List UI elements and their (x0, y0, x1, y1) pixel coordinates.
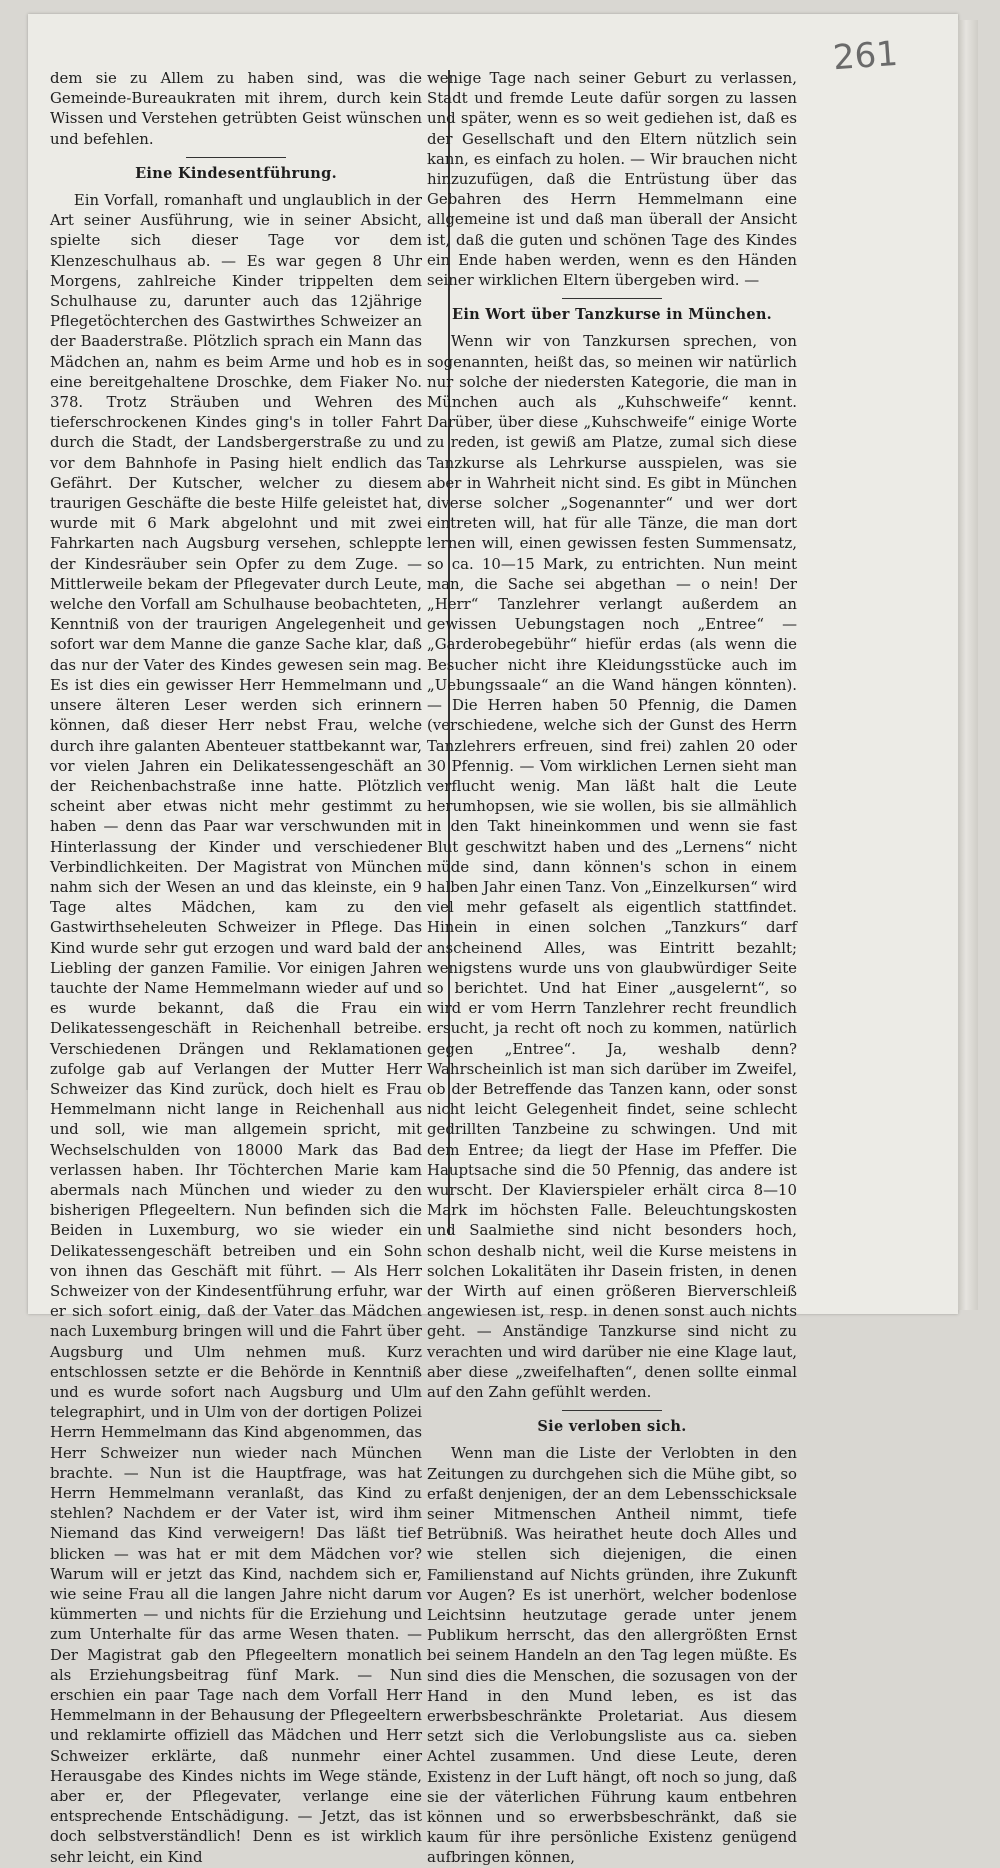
page-number: 261 (831, 33, 900, 79)
article-body: Wenn man die Liste der Verlobten in den Zeitungen zu durchgehen sich die Mühe gibt, so erfaßt denjenigen, der an dem Lebensschicksale seiner Mitmenschen Antheil nimmt, tiefe Betrübniß. Was heirathet heute doch Alles und wie stellen sich diejenigen, die einen Familienstand auf Nichts gründen, ihre Zukunft vor Augen? Es ist unerhört, welcher bodenlose Leichtsinn heutzutage gerade unter jenem Publikum herrscht, das den allergrößten Ernst bei seinem Handeln an den Tag legen müßte. Es sind dies die Menschen, die sozusagen von der Hand in den Mund leben, es ist das erwerbsbeschränkte Proletariat. Aus diesem setzt sich die Verlobungsliste aus ca. sieben Achtel zusammen. Und diese Leute, deren Existenz in der Luft hängt, oft noch so jung, daß sie der väterlichen Führung kaum entbehren können und so erwerbsbeschränkt, daß sie kaum für ihre persönliche Existenz genügend aufbringen können, (427, 1444, 797, 1867)
right-column (427, 68, 797, 1867)
article-body: Ein Vorfall, romanhaft und unglaublich in der Art seiner Ausführung, wie in seiner Absicht, spielte sich dieser Tage vor dem Klenzeschulhaus ab. — Es war gegen 8 Uhr Morgens, zahlreiche Kinder trippelten dem Schulhause zu, darunter auch das 12jährige Pflegetöchterchen des Gastwirthes Schweizer an der Baaderstraße. Plötzlich sprach ein Mann das Mädchen an, nahm es beim Arme und hob es in eine bereitgehaltene Droschke, dem Fiaker No. 378. Trotz Sträuben und Wehren des tieferschrockenen Kindes ging's in toller Fahrt durch die Stadt, der Landsbergerstraße zu und vor dem Bahnhofe in Pasing hielt endlich das Gefährt. Der Kutscher, welcher zu diesem traurigen Geschäfte die beste Hilfe geleistet hat, wurde mit 6 Mark abgelohnt und mit zwei Fahrkarten nach Augsburg versehen, schleppte der Kindesräuber sein Opfer zu dem Zuge. — Mittlerweile bekam der Pflegevater durch Leute, welche den Vorfall am Schulhause beobachteten, Kenntniß von der traurigen Angelegenheit und sofort war dem Manne die ganze Sache klar, daß das nur der Vater des Kindes gewesen sein mag. Es ist dies ein gewisser Herr Hemmelmann und unsere älteren Leser werden sich erinnern können, daß dieser Herr nebst Frau, welche durch ihre galanten Abenteuer stattbekannt war, vor vielen Jahren ein Delikatessengeschäft an der Reichenbachstraße inne hatte. Plötzlich scheint aber etwas nicht mehr gestimmt zu haben — denn das Paar war verschwunden mit Hinterlassung der Kinder und verschiedener Verbindlichkeiten. Der Magistrat von München nahm sich der Wesen an und das kleinste, ein 9 Tage altes Mädchen, kam zu den Gastwirthseheleuten Schweizer in Pflege. Das Kind wurde sehr gut erzogen und ward bald der Liebling der ganzen Familie. Vor einigen Jahren tauchte der Name Hemmelmann wieder auf und es wurde bekannt, daß die Frau ein Delikatessengeschäft in Reichenhall betreibe. Verschiedenen Drängen und Reklamationen zufolge gab auf Verlangen der Mutter Herr Schweizer das Kind zurück, doch hielt es Frau Hemmelmann nicht lange in Reichenhall aus und soll, wie man allgemein spricht, mit Wechselschulden von 18000 Mark das Bad verlassen haben. Ihr Töchterchen Marie kam abermals nach München und wieder zu den bisherigen Pflegeeltern. Nun befinden sich die Beiden in Luxemburg, wo sie wieder ein Delikatessengeschäft betreiben und ein Sohn von ihnen das Geschäft mit führt. — Als Herr Schweizer von der Kindesentführung erfuhr, war er sich sofort einig, daß der Vater das Mädchen nach Luxemburg bringen will und die Fahrt über Augsburg und Ulm nehmen muß. Kurz entschlossen setzte er die Behörde in Kenntniß und es wurde sofort nach Augsburg und Ulm telegraphirt, und in Ulm von der dortigen Polizei Herrn Hemmelmann das Kind abgenommen, das Herr Schweizer nun wieder nach München brachte. — Nun ist die Hauptfrage, was hat Herrn Hemmelmann veranlaßt, das Kind zu stehlen? Nachdem er der Vater ist, wird ihm Niemand das Kind verweigern! Das läßt tief blicken — was hat er mit dem Mädchen vor? Warum will er jetzt das Kind, nachdem sich er, wie seine Frau all die langen Jahre nicht darum kümmerten — und nichts für die Erziehung und zum Unterhalte für das arme Wesen thaten. — Der Magistrat gab den Pflegeeltern monatlich als Erziehungsbeitrag fünf Mark. — Nun erschien ein paar Tage nach dem Vorfall Herr Hemmelmann in der Behausung der Pflegeeltern und reklamirte offiziell das Mädchen und Herr Schweizer erklärte, daß nunmehr einer Herausgabe des Kindes nichts im Wege stände, aber er, der Pflegevater, verlange eine entsprechende Entschädigung. — Jetzt, das ist doch selbstverständlich! Denn es ist wirklich sehr leicht, ein Kind (50, 191, 422, 1866)
paper-fold (26, 270, 28, 1090)
article-body: Wenn wir von Tanzkursen sprechen, von sogenannten, heißt das, so meinen wir natürlich nur solche der niedersten Kategorie, die man in München auch als „Kuhschweife“ kennt. Darüber, über diese „Kuhschweife“ einige Worte zu reden, ist gewiß am Platze, zumal sich diese Tanzkurse als Lehrkurse ausspielen, was sie aber in Wahrheit nicht sind. Es gibt in München diverse solcher „Sogenannter“ und wer dort eintreten will, hat für alle Tänze, die man dort lernen will, einen gewissen festen Summensatz, so ca. 10—15 Mark, zu entrichten. Nun meint man, die Sache sei abgethan — o nein! Der „Herr“ Tanzlehrer verlangt außerdem an gewissen Uebungstagen noch „Entree“ — „Garderobegebühr“ hiefür erdas (als wenn die Besucher nicht ihre Kleidungsstücke auch im „Uebungssaale“ an die Wand hängen könnten). — Die Herren haben 50 Pfennig, die Damen (verschiedene, welche sich der Gunst des Herrn Tanzlehrers erfreuen, sind frei) zahlen 20 oder 30 Pfennig. — Vom wirklichen Lernen sieht man verflucht wenig. Man läßt halt die Leute herumhopsen, wie sie wollen, bis sie allmählich in den Takt hineinkommen und wenn sie fast Blut geschwitzt haben und des „Lernens“ nicht müde sind, dann können's schon in einem halben Jahr einen Tanz. Von „Einzelkursen“ wird viel mehr gefaselt als eigentlich stattfindet. Hinein in einen solchen „Tanzkurs“ darf anscheinend Alles, was Eintritt bezahlt; wenigstens wurde uns von glaubwürdiger Seite so berichtet. Und hat Einer „ausgelernt“, so wird er vom Herrn Tanzlehrer recht freundlich ersucht, ja recht oft noch zu kommen, natürlich gegen „Entree“. Ja, weshalb denn? Wahrscheinlich ist man sich darüber im Zweifel, ob der Betreffende das Tanzen kann, oder sonst nicht leicht Gelegenheit findet, seine schlecht gedrillten Tanzbeine zu schwingen. Und mit dem Entree; da liegt der Hase im Pfeffer. Die Hauptsache sind die 50 Pfennig, das andere ist wurscht. Der Klavierspieler erhält circa 8—10 Mark im höchsten Falle. Beleuchtungskosten und Saalmiethe sind nicht besonders hoch, schon deshalb nicht, weil die Kurse meistens in solchen Lokalitäten ihr Dasein fristen, in denen der Wirth auf einen größeren Bierverschleiß angewiesen ist, resp. in denen sonst auch nichts geht. — Anständige Tanzkurse sind nicht zu verachten und wird darüber nie eine Klage laut, aber diese „zweifelhaften“, denen sollte einmal auf den Zahn gefühlt werden. (427, 332, 797, 1401)
article-heading: Sie verloben sich. (537, 1418, 687, 1436)
section-divider (186, 157, 286, 158)
article-heading: Eine Kindesentführung. (135, 164, 337, 182)
page-edge (958, 20, 978, 1310)
section-divider (562, 1410, 662, 1411)
article-continuation: dem sie zu Allem zu haben sind, was die Gemeinde-Bureaukraten mit ihrem, durch kein Wissen und Verstehen getrübten Geist wünschen und befehlen. (50, 69, 422, 148)
section-divider (562, 298, 662, 299)
left-column (50, 68, 422, 1866)
article-heading: Ein Wort über Tanzkurse in München. (451, 306, 773, 324)
article-continuation: wenige Tage nach seiner Geburt zu verlassen, Stadt und fremde Leute dafür sorgen zu lassen und später, wenn es so weit gediehen ist, daß es der Gesellschaft und den Eltern nützlich sein kann, es einfach zu holen. — Wir brauchen nicht hinzuzufügen, daß die Entrüstung über das Gebahren des Herrn Hemmelmann eine allgemeine ist und daß man überall der Ansicht ist, daß die guten und schönen Tage des Kindes ein Ende haben werden, wenn es den Händen seiner wirklichen Eltern übergeben wird. — (427, 69, 797, 290)
